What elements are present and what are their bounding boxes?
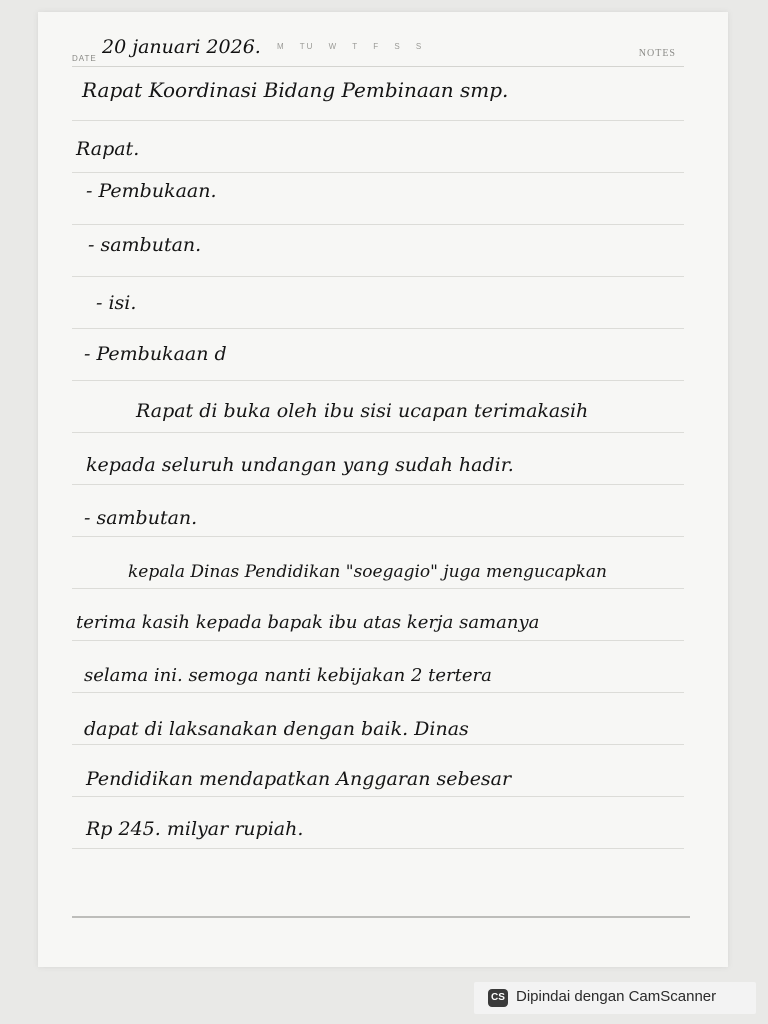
note-line: dapat di laksanakan dengan baik. Dinas bbox=[84, 718, 469, 740]
ruled-line bbox=[72, 432, 684, 433]
page-header bbox=[72, 36, 684, 67]
ruled-line bbox=[72, 380, 684, 381]
note-line: - sambutan. bbox=[88, 234, 202, 256]
note-line: - sambutan. bbox=[84, 507, 198, 529]
notes-label: NOTES bbox=[638, 48, 676, 59]
ruled-line bbox=[72, 276, 684, 277]
note-line: - Pembukaan. bbox=[86, 180, 217, 202]
ruled-line bbox=[72, 172, 684, 173]
camscanner-logo-icon: CS bbox=[488, 989, 508, 1007]
ruled-line bbox=[72, 588, 684, 589]
note-line: - isi. bbox=[96, 292, 137, 314]
ruled-line bbox=[72, 120, 684, 121]
ruled-line bbox=[72, 640, 684, 641]
note-line: terima kasih kepada bapak ibu atas kerja samanya bbox=[76, 612, 540, 633]
ruled-line bbox=[72, 224, 684, 225]
bottom-rule bbox=[72, 916, 690, 918]
ruled-line bbox=[72, 328, 684, 329]
note-line: - Pembukaan d bbox=[84, 343, 227, 365]
date-label: DATE bbox=[72, 54, 97, 63]
note-line: Rp 245. milyar rupiah. bbox=[86, 818, 304, 840]
weekday-marks: M TU W T F S S bbox=[277, 42, 424, 51]
note-line: Pendidikan mendapatkan Anggaran sebesar bbox=[86, 768, 512, 790]
camscanner-watermark bbox=[474, 982, 756, 1014]
ruled-line bbox=[72, 536, 684, 537]
ruled-line bbox=[72, 744, 684, 745]
note-line: Rapat. bbox=[76, 138, 140, 160]
ruled-line bbox=[72, 796, 684, 797]
camscanner-text: Dipindai dengan CamScanner bbox=[516, 988, 717, 1005]
note-line: selama ini. semoga nanti kebijakan 2 tertera bbox=[84, 665, 492, 686]
note-line: Rapat di buka oleh ibu sisi ucapan terimakasih bbox=[136, 400, 589, 422]
ruled-line bbox=[72, 692, 684, 693]
note-line: kepala Dinas Pendidikan "soegagio" juga mengucapkan bbox=[128, 562, 607, 582]
ruled-line bbox=[72, 484, 684, 485]
handwritten-date: 20 januari 2026. bbox=[102, 36, 261, 58]
ruled-line bbox=[72, 848, 684, 849]
note-line: kepada seluruh undangan yang sudah hadir. bbox=[86, 454, 514, 476]
note-title: Rapat Koordinasi Bidang Pembinaan smp. bbox=[82, 78, 509, 102]
